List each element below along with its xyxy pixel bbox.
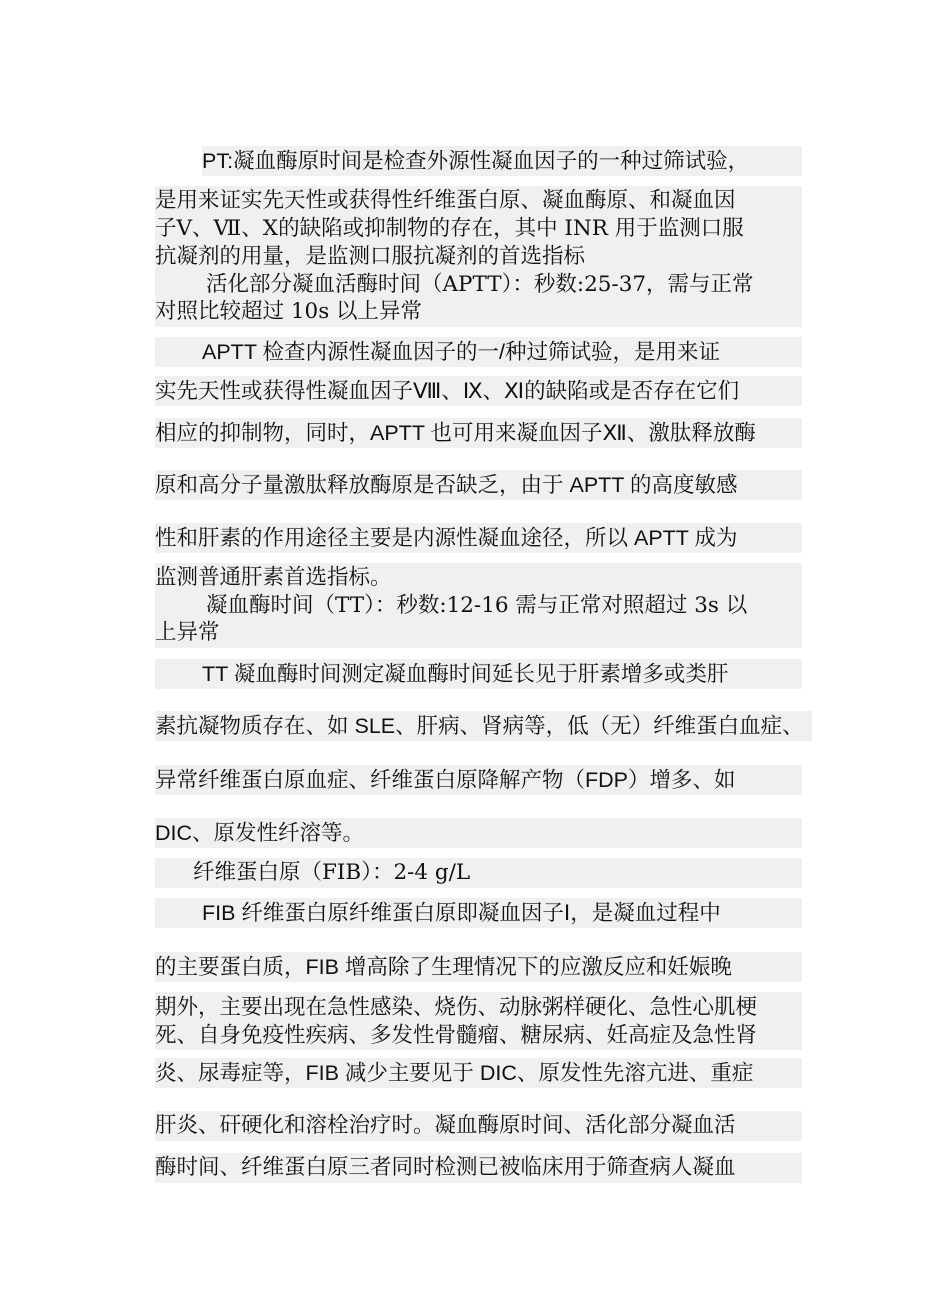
text-line: 炎、尿毒症等，FIB 减少主要见于 DIC、原发性先溶亢进、重症 [155, 1058, 802, 1088]
text-line: FIB 纤维蛋白原纤维蛋白原即凝血因子Ⅰ，是凝血过程中 [155, 898, 802, 928]
text-line: TT 凝血酶时间测定凝血酶时间延长见于肝素增多或类肝 [155, 659, 802, 689]
text-line: 凝血酶时间（TT）：秒数:12-16 需与正常对照超过 3s 以 [155, 591, 802, 621]
text-line: 的主要蛋白质，FIB 增高除了生理情况下的应激反应和妊娠晚 [155, 952, 802, 982]
text-line: APTT 检查内源性凝血因子的一/种过筛试验，是用来证 [155, 337, 802, 367]
text-line: 活化部分凝血活酶时间（APTT）：秒数:25-37，需与正常 [155, 270, 802, 300]
text-line: PT:凝血酶原时间是检查外源性凝血因子的一种过筛试验， [202, 146, 802, 176]
text-line: 性和肝素的作用途径主要是内源性凝血途径，所以 APTT 成为 [155, 523, 802, 553]
text-line: 肝炎、矸硬化和溶栓治疗时。凝血酶原时间、活化部分凝血活 [155, 1111, 802, 1141]
text-line: 上异常 [155, 618, 802, 648]
text-line: 监测普通肝素首选指标。 [155, 563, 802, 593]
text-line: 酶时间、纤维蛋白原三者同时检测已被临床用于筛查病人凝血 [155, 1153, 802, 1183]
text-line: 纤维蛋白原（FIB）：2-4 g/L [155, 858, 802, 888]
text-line: 期外，主要出现在急性感染、烧伤、动脉粥样硬化、急性心肌梗 [155, 992, 802, 1022]
text-line: 素抗凝物质存在、如 SLE、肝病、肾病等，低（无）纤维蛋白血症、 [155, 711, 812, 741]
text-line: 对照比较超过 10s 以上异常 [155, 297, 802, 327]
text-line: 死、自身免疫性疾病、多发性骨髓瘤、糖尿病、妊高症及急性肾 [155, 1020, 802, 1050]
text-line: 是用来证实先天性或获得性纤维蛋白原、凝血酶原、和凝血因 [155, 186, 802, 216]
text-line: 原和高分子量激肽释放酶原是否缺乏，由于 APTT 的高度敏感 [155, 470, 802, 500]
text-line: 抗凝剂的用量，是监测口服抗凝剂的首选指标 [155, 242, 802, 272]
text-line: 相应的抑制物，同时，APTT 也可用来凝血因子Ⅻ、激肽释放酶 [155, 418, 802, 448]
text-line: 异常纤维蛋白原血症、纤维蛋白原降解产物（FDP）增多、如 [155, 765, 802, 795]
text-line: DIC、原发性纤溶等。 [155, 818, 802, 848]
text-line: 子Ⅴ、Ⅶ、Ⅹ的缺陷或抑制物的存在，其中 INR 用于监测口服 [155, 214, 802, 244]
text-line: 实先天性或获得性凝血因子Ⅷ、Ⅸ、Ⅺ的缺陷或是否存在它们 [155, 376, 802, 406]
